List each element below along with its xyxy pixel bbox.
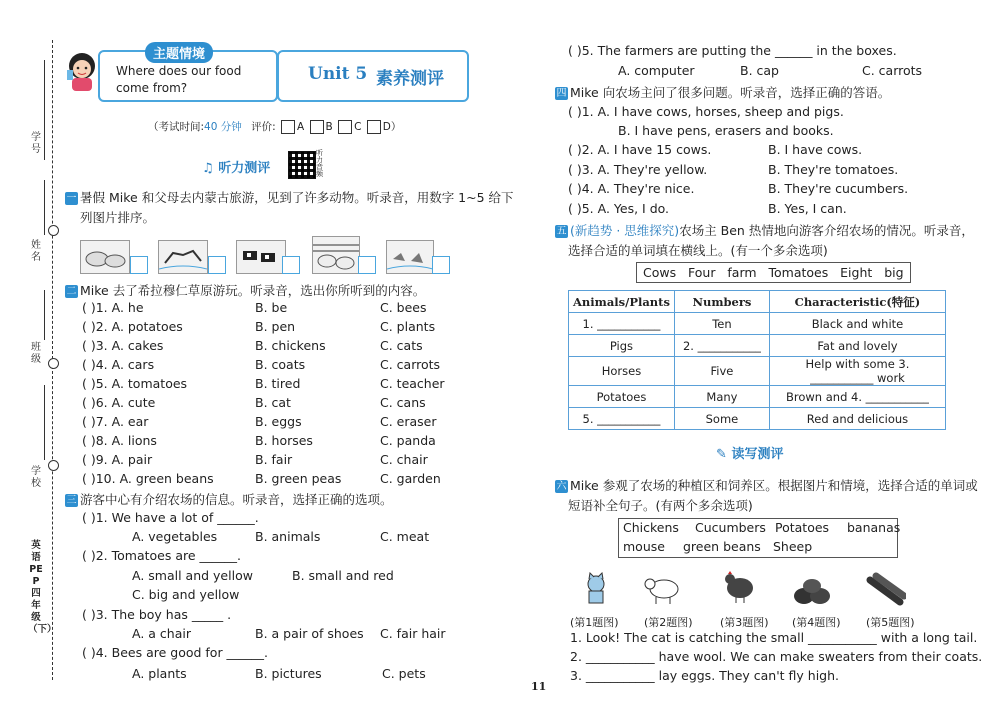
option-a: A. computer	[618, 63, 695, 78]
list-item: ( )10. A. green beans	[82, 471, 214, 486]
sec3-instruction	[65, 490, 393, 508]
sec5-text1: 农场主 Ben 热情地向游客介绍农场的情况。听录音，	[679, 223, 974, 238]
margin-line	[44, 180, 45, 235]
margin-label-school: 学校	[31, 466, 41, 489]
option-c: C. pets	[382, 666, 426, 681]
reading-heading-text: 读写测评	[731, 447, 784, 462]
table-header: Numbers	[674, 291, 769, 313]
option-b: B. horses	[255, 433, 313, 448]
table-header: Animals/Plants	[569, 291, 675, 313]
word-option: Chickens	[623, 520, 679, 535]
table-cell: Potatoes	[569, 386, 675, 408]
order-answer-box[interactable]	[130, 256, 148, 274]
sec6-text2: 短语补全句子。(有两个多余选项)	[568, 498, 753, 513]
page-number: 11	[531, 680, 547, 693]
headphone-icon: ♫	[202, 161, 214, 176]
grade-checkbox[interactable]	[310, 120, 324, 134]
list-item: ( )8. A. lions	[82, 433, 157, 448]
option-a: A. a chair	[132, 626, 191, 641]
list-item: ( )2. A. potatoes	[82, 319, 183, 334]
section-number: 六	[556, 481, 567, 492]
sentence-2: 2. ___________ have wool. We can make sweaters from their coats.	[570, 649, 983, 664]
listening-heading-text: 听力测评	[218, 161, 271, 176]
sec1-text1: 暑假 Mike 和父母去内蒙古旅游，见到了许多动物。听录音，用数字 1~5 给下	[80, 190, 514, 205]
order-answer-box[interactable]	[282, 256, 300, 274]
table-cell: Red and delicious	[769, 408, 945, 430]
option-c: C. eraser	[380, 414, 437, 429]
option-c: C. garden	[380, 471, 441, 486]
sec4-text: Mike 向农场主问了很多问题。听录音，选择正确的答语。	[570, 85, 891, 100]
option-c: C. bees	[380, 300, 427, 315]
grade-a: A	[296, 121, 305, 133]
margin-line	[44, 290, 45, 340]
list-item: ( )1. A. I have cows, horses, sheep and pigs.	[568, 104, 844, 119]
table-row	[569, 386, 946, 408]
sentence-1: 1. Look! The cat is catching the small ___________ with a long tail.	[570, 630, 978, 645]
option-b: B. cat	[255, 395, 291, 410]
sec1-instruction	[65, 188, 514, 206]
option-c: C. chair	[380, 452, 428, 467]
pic-caption: (第3题图)	[720, 616, 769, 629]
pic-caption: (第2题图)	[644, 616, 693, 629]
list-item: ( )6. A. cute	[82, 395, 156, 410]
unit-subtitle: 素养测评	[376, 69, 444, 89]
list-item: ( )2. A. I have 15 cows.	[568, 142, 712, 157]
option-a: A. small and yellow	[132, 568, 253, 583]
grade-c: C	[354, 121, 362, 133]
table-cell: Horses	[569, 357, 675, 386]
table-cell: Ten	[674, 313, 769, 335]
list-item: ( )1. A. he	[82, 300, 144, 315]
birds-picture	[386, 240, 434, 274]
section-number: 三	[66, 495, 77, 506]
sentence-3: 3. ___________ lay eggs. They can't fly high.	[570, 668, 840, 683]
sec3-q3: ( )3. The boy has _____ .	[82, 607, 232, 622]
option-b: B. pictures	[255, 666, 322, 681]
option-b: B. tired	[255, 376, 301, 391]
table-cell[interactable]: 1. ___________	[569, 313, 675, 335]
pic-caption: (第4题图)	[792, 616, 841, 629]
girl-mascot-icon	[64, 50, 100, 92]
section-number: 二	[66, 286, 77, 297]
sec6-instruction	[555, 476, 978, 494]
grade-checkbox[interactable]	[367, 120, 381, 134]
sec5-instruction	[555, 221, 974, 239]
section-number: 一	[66, 193, 77, 204]
sec3-q5: ( )5. The farmers are putting the ______ in the boxes.	[568, 43, 897, 58]
margin-line	[44, 60, 45, 160]
sec5-word-bank: Cows Four farm Tomatoes Eight big	[636, 262, 911, 283]
sec3-q2: ( )2. Tomatoes are ______.	[82, 548, 242, 563]
word-option: bananas	[847, 520, 901, 535]
margin-label-name: 姓名	[31, 240, 41, 263]
option-b: B. I have cows.	[768, 142, 863, 157]
option-c: C. big and yellow	[132, 587, 240, 602]
grade-b: B	[325, 121, 333, 133]
option-c: C. carrots	[862, 63, 923, 78]
option-b: B. They're tomatoes.	[768, 162, 899, 177]
sec5-tag: (新趋势 · 思维探究)	[570, 223, 680, 238]
word-option: Sheep	[773, 539, 813, 554]
pigs-picture	[80, 240, 130, 274]
sec4-instruction	[555, 83, 890, 101]
table-cell: Some	[674, 408, 769, 430]
table-row	[569, 408, 946, 430]
pic-caption: (第1题图)	[570, 616, 619, 629]
option-b: B. small and red	[292, 568, 394, 583]
eval-label: 评价:	[251, 121, 276, 133]
option-b: B. animals	[255, 529, 321, 544]
margin-circle	[48, 225, 59, 236]
sec3-text: 游客中心有介绍农场的信息。听录音，选择正确的选项。	[80, 492, 393, 507]
table-cell: Black and white	[769, 313, 945, 335]
section-number: 五	[556, 226, 567, 237]
list-item: ( )4. A. They're nice.	[568, 181, 695, 196]
list-item: ( )3. A. cakes	[82, 338, 164, 353]
list-item: B. I have pens, erasers and books.	[618, 123, 834, 138]
grade-checkbox[interactable]	[338, 120, 352, 134]
order-answer-box[interactable]	[358, 256, 376, 274]
table-header: Characteristic(特征)	[769, 291, 945, 313]
listening-heading	[202, 157, 270, 176]
word-option: green beans	[683, 539, 761, 554]
list-item: ( )4. A. cars	[82, 357, 155, 372]
margin-line	[44, 385, 45, 460]
option-b: B. fair	[255, 452, 293, 467]
list-item: ( )3. A. They're yellow.	[568, 162, 708, 177]
table-cell: Fat and lovely	[769, 335, 945, 357]
farm-table	[568, 290, 946, 430]
table-row	[569, 313, 946, 335]
list-item: ( )7. A. ear	[82, 414, 149, 429]
margin-label-student-id: 学号	[31, 132, 41, 155]
pencil-icon: ✎	[716, 447, 727, 462]
word-option: Cucumbers	[695, 520, 766, 535]
option-c: C. cans	[380, 395, 426, 410]
option-a: A. vegetables	[132, 529, 218, 544]
qr-code-icon[interactable]	[288, 151, 316, 179]
sheep-picture	[312, 236, 360, 274]
option-b: B. pen	[255, 319, 296, 334]
option-b: B. Yes, I can.	[768, 201, 847, 216]
option-b: B. eggs	[255, 414, 302, 429]
table-cell[interactable]: Brown and 4. ___________	[769, 386, 945, 408]
sec5-text2: 选择合适的单词填在横线上。(有一个多余选项)	[568, 243, 828, 258]
sec3-q1: ( )1. We have a lot of ______.	[82, 510, 259, 525]
exam-time-value: 40 分钟	[204, 121, 242, 133]
margin-book-title: 英语 PEP 四年级（下）	[28, 540, 57, 635]
chicken-icon	[720, 570, 760, 604]
option-b: B. cap	[740, 63, 779, 78]
theme-tag: 主题情境	[145, 42, 213, 63]
margin-label-class: 班级	[31, 342, 41, 365]
sec6-word-bank	[618, 518, 901, 558]
option-c: C. meat	[380, 529, 430, 544]
grade-d: D	[382, 121, 391, 133]
table-row	[569, 335, 946, 357]
cows-picture	[236, 240, 286, 274]
word-option: Potatoes	[775, 520, 830, 535]
exam-info-close: ）	[390, 121, 402, 133]
exam-info	[148, 119, 401, 134]
sec2-instruction	[65, 281, 425, 299]
option-c: C. panda	[380, 433, 436, 448]
option-c: C. teacher	[380, 376, 445, 391]
order-answer-box[interactable]	[432, 256, 450, 274]
option-b: B. chickens	[255, 338, 326, 353]
list-item: ( )5. A. tomatoes	[82, 376, 188, 391]
word-option: mouse	[623, 539, 665, 554]
order-answer-box[interactable]	[208, 256, 226, 274]
table-cell[interactable]: 5. ___________	[569, 408, 675, 430]
option-c: C. plants	[380, 319, 436, 334]
sec2-text: Mike 去了希拉穆仁草原游玩。听录音，选出你所听到的内容。	[80, 283, 426, 298]
unit-title: Unit 5	[308, 64, 368, 84]
option-b: B. be	[255, 300, 288, 315]
cat-icon	[576, 572, 616, 606]
table-cell[interactable]: Help with some 3. ___________ work	[769, 357, 945, 386]
qr-label: 听力音频	[316, 149, 323, 178]
table-row	[569, 357, 946, 386]
sec3-q4: ( )4. Bees are good for ______.	[82, 645, 269, 660]
option-b: B. They're cucumbers.	[768, 181, 909, 196]
list-item: ( )9. A. pair	[82, 452, 153, 467]
horses-picture	[158, 240, 208, 274]
grade-checkbox[interactable]	[281, 120, 295, 134]
exam-time-label: （考试时间:	[148, 121, 205, 133]
option-a: A. plants	[132, 666, 187, 681]
table-cell: Many	[674, 386, 769, 408]
pic-caption: (第5题图)	[866, 616, 915, 629]
option-c: C. fair hair	[380, 626, 446, 641]
list-item: ( )5. A. Yes, I do.	[568, 201, 670, 216]
option-c: C. carrots	[380, 357, 441, 372]
section-number: 四	[556, 88, 567, 99]
margin-circle	[48, 460, 59, 471]
sec6-text1: Mike 参观了农场的种植区和饲养区。根据图片和情境，选择合适的单词或	[570, 478, 978, 493]
margin-circle	[48, 358, 59, 369]
option-b: B. coats	[255, 357, 306, 372]
table-cell[interactable]: 2. ___________	[674, 335, 769, 357]
option-c: C. cats	[380, 338, 423, 353]
sec1-text2: 列图片排序。	[80, 210, 156, 225]
table-cell: Pigs	[569, 335, 675, 357]
sheep-icon	[642, 572, 682, 606]
reading-heading	[716, 443, 783, 462]
theme-question: Where does our food come from?	[116, 64, 242, 95]
option-b: B. a pair of shoes	[255, 626, 364, 641]
potatoes-icon	[792, 574, 832, 608]
option-b: B. green peas	[255, 471, 342, 486]
table-cell: Five	[674, 357, 769, 386]
cucumbers-icon	[866, 572, 906, 606]
